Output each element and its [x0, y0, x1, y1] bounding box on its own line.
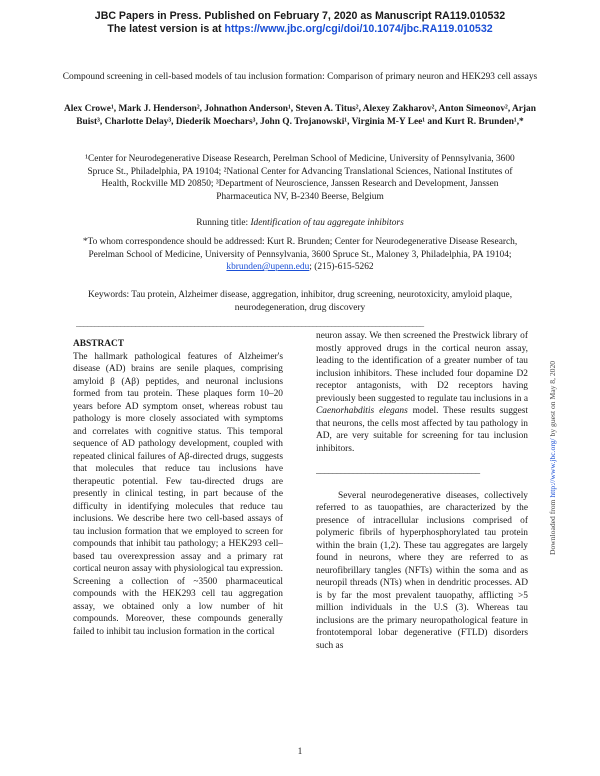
- running-title: [60, 217, 540, 229]
- abstract-right-species: Caenorhabditis elegans: [316, 406, 408, 416]
- abstract-text-right: [316, 330, 528, 455]
- correspondence: [72, 236, 528, 274]
- download-note-prefix: Downloaded from: [548, 497, 557, 555]
- right-column: [316, 330, 528, 652]
- running-title-label: Running title:: [196, 218, 251, 228]
- download-note: [548, 135, 557, 555]
- download-note-link[interactable]: http://www.jbc.org/: [548, 438, 557, 498]
- correspondence-phone: ; (215)-615-5262: [309, 262, 374, 273]
- section-separator: ______________________________________________________________________________________________: [76, 318, 424, 328]
- abstract-text-left: The hallmark pathological features of Alzheimer's disease (AD) brains are senile plaques, comprising amyloid β (Aβ) peptides, and neuronal inclusions formed from tau protein. These plaques form 10–20 years before AD symptom onset, whereas robust tau pathology is more closely associated with symptoms and correlates with cognitive status. This temporal sequence of AD pathology development, coupled with repeated clinical failures of Aβ-directed drugs, suggests that molecules that reduce tau inclusions have therapeutic potential. Few tau-directed drugs are presently in clinical testing, in part because of the difficulty in identifying molecules that reduce tau inclusions. We describe here two cell-based assays of tau inclusion formation that we employed to screen for compounds that inhibit tau pathology; a HEK293 cell–based tau overexpression assay and a primary rat cortical neuron assay with physiological tau expression. Screening a collection of ~3500 pharmaceutical compounds with the HEK293 cell tau aggregation assay, we obtained only a low number of hit compounds. Moreover, these compounds generally failed to inhibit tau inclusion formation in the cortical: [73, 351, 283, 637]
- press-header-line1: JBC Papers in Press. Published on February 7, 2020 as Manuscript RA119.010532: [94, 10, 506, 22]
- doi-link[interactable]: https://www.jbc.org/cgi/doi/10.1074/jbc.RA119.010532: [224, 23, 493, 35]
- abstract-heading: ABSTRACT: [73, 339, 125, 349]
- press-header-prefix: The latest version is at: [107, 23, 225, 35]
- paper-title: Compound screening in cell-based models of tau inclusion formation: Comparison of primary neuron and HEK293 cell assays: [62, 72, 538, 82]
- column-separator: ________________________________________: [316, 466, 480, 476]
- page-number: 1: [297, 747, 303, 757]
- email-link[interactable]: kbrunden@upenn.edu: [226, 262, 310, 273]
- abstract-right-part2: model. These results suggest that neurons, the cells most affected by tau pathology in AD, are very suitable for screening for tau inclusion inhibitors.: [316, 406, 529, 454]
- abstract-right-part1: neuron assay. We then screened the Prestwick library of mostly approved drugs in the cortical neuron assay, leading to the identification of a greater number of tau inclusion inhibitors. These included four dopamine D2 receptor antagonists, with D2 receptors having previously been suggested to regulate tau inclusions in a: [316, 331, 528, 404]
- affiliations: ¹Center for Neurodegenerative Disease Research, Perelman School of Medicine, University of Pennsylvania, 3600 Spruce St., Philadelphia, PA 19104; ²National Center for Advancing Translational Sciences, National Institutes of Health, Rockville MD 20850; ³Department of Neuroscience, Janssen Research and Development, Janssen Pharmaceutica NV, B-2340 Beerse, Belgium: [85, 154, 515, 202]
- correspondence-text: *To whom correspondence should be addressed: Kurt R. Brunden; Center for Neurodegenerative Disease Research, Perelman School of Medicine, University of Pennsylvania, 3600 Spruce St., Maloney 3, Philadelphia, PA 19104;: [82, 237, 518, 260]
- intro-paragraph: Several neurodegenerative diseases, collectively referred to as tauopathies, are characterized by the presence of intracellular inclusions comprised of polymeric fibrils of hyperphosphorylated tau protein within the brain (1,2). These tau aggregates are largely found in neurons, where they are referred to as neurofibrillary tangles (NFTs) within the soma and as neuropil threads (NTs) when in dendritic processes. AD is by far the most prevalent tauopathy, afflicting >5 million individuals in the U.S (3). Whereas tau inclusions are the primary neuropathological feature in frontotemporal lobar degenerative (FTLD) disorders such as: [316, 490, 528, 651]
- running-title-text: Identification of tau aggregate inhibitors: [250, 218, 404, 228]
- abstract-left-column: [73, 338, 283, 638]
- author-list: Alex Crowe¹, Mark J. Henderson², Johnathon Anderson¹, Steven A. Titus², Alexey Zakharov², Anton Simeonov², Arjan Buist³, Charlotte Delay³, Diederik Moechars³, John Q. Trojanowski¹, Virginia M-Y Lee¹ and Kurt R. Brunden¹,*: [64, 104, 536, 127]
- press-header-line2: [0, 23, 600, 35]
- download-note-suffix: by guest on May 8, 2020: [548, 360, 557, 439]
- keywords: Keywords: Tau protein, Alzheimer disease, aggregation, inhibitor, drug screening, neurotoxicity, amyloid plaque, neurodegeneration, drug discovery: [87, 290, 513, 313]
